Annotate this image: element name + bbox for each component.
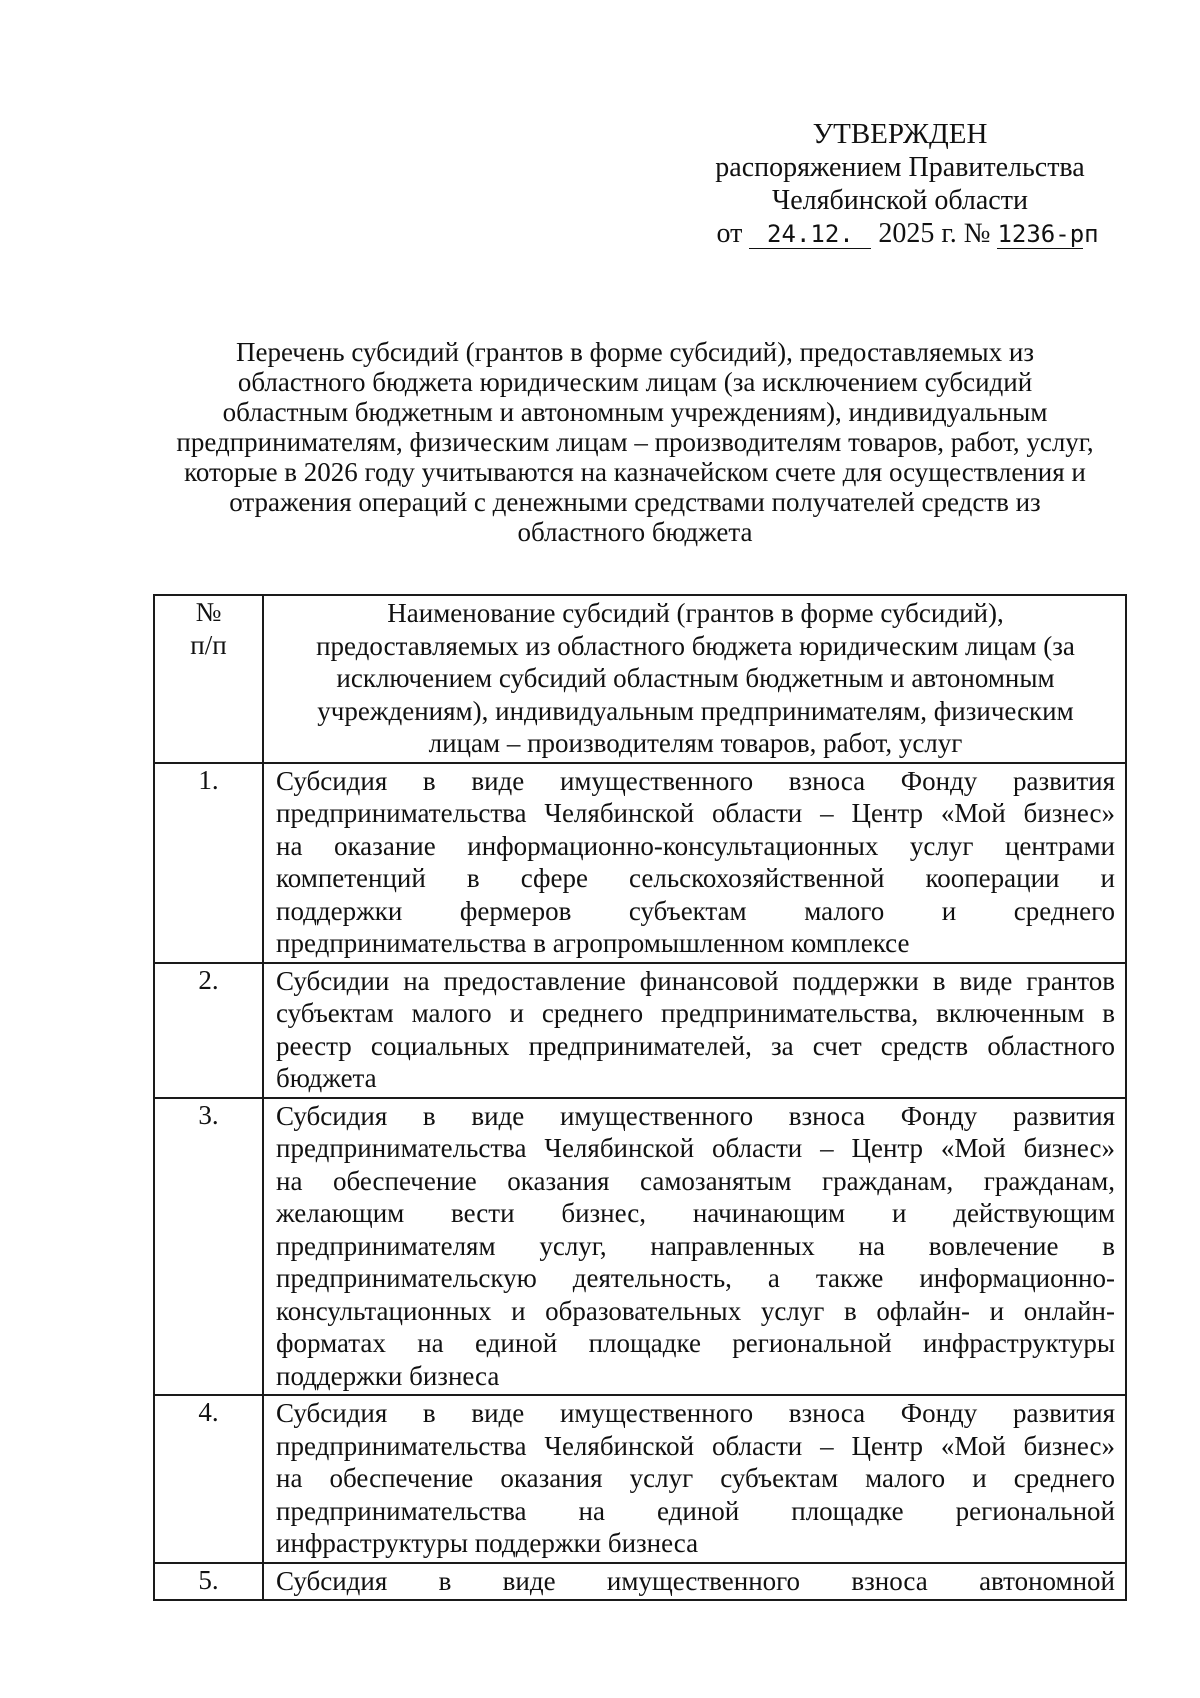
table-row <box>154 763 1126 963</box>
title-line: областного бюджета юридическим лицам (за исключением субсидий <box>237 367 1033 397</box>
approval-stamp <box>700 118 1100 250</box>
header-name-line: предоставляемых из областного бюджета юридическим лицам (за <box>316 630 1075 661</box>
table-row <box>154 1395 1126 1563</box>
row-text-word: автономной <box>979 1565 1115 1596</box>
row-text <box>263 1395 1126 1563</box>
approval-number-value: 1236-рп <box>997 220 1099 248</box>
row-text-word: в <box>438 1565 452 1596</box>
row-text-line: поддержки бизнеса <box>276 1360 500 1391</box>
row-text-line: Субсидии на предоставление финансовой поддержки в виде грантов <box>276 965 1115 996</box>
row-text-line <box>276 1565 1115 1598</box>
approval-year-text: 2025 г. № <box>878 218 991 249</box>
table-header-row <box>154 595 1126 763</box>
row-text-word: взноса <box>851 1565 928 1596</box>
row-text <box>263 763 1126 963</box>
row-text-line: компетенций в сфере сельскохозяйственной кооперации и <box>276 863 1115 893</box>
header-name-line: Наименование субсидий (грантов в форме субсидий), <box>387 598 1004 628</box>
approval-line-1: распоряжением Правительства <box>715 152 1085 183</box>
row-text <box>263 1563 1126 1601</box>
approval-line-2: Челябинской области <box>772 185 1028 216</box>
subsidies-table <box>153 594 1127 1601</box>
row-text-line: Субсидия в виде имущественного взноса Фонду развития <box>276 765 1115 796</box>
title-line: областным бюджетным и автономным учреждениям), индивидуальным <box>222 397 1048 427</box>
row-text-line: предпринимательства в агропромышленном комплексе <box>276 928 910 958</box>
row-text <box>263 963 1126 1098</box>
row-text-line: поддержки фермеров субъектам малого и среднего <box>276 895 1115 926</box>
header-number-cell <box>154 595 263 763</box>
row-text-line: предпринимательства Челябинской области – Центр «Мой бизнес» <box>276 1133 1115 1163</box>
row-text-line: предпринимательства на единой площадке региональной <box>276 1495 1115 1526</box>
approval-heading: УТВЕРЖДЕН <box>812 118 988 150</box>
header-name-cell <box>263 595 1126 763</box>
header-name-line: лицам – производителям товаров, работ, услуг <box>428 728 963 758</box>
approval-date-prefix: от <box>716 218 743 249</box>
header-name-line: учреждениям), индивидуальным предпринимателям, физическим <box>317 695 1074 726</box>
approval-date-value: 24.12. <box>749 220 871 249</box>
approval-date-line <box>700 217 1100 250</box>
row-text-line: Субсидия в виде имущественного взноса Фонду развития <box>276 1100 1115 1131</box>
row-text-line: консультационных и образовательных услуг в офлайн- и онлайн- <box>276 1295 1115 1326</box>
row-text-line: бюджета <box>276 1063 377 1093</box>
row-number: 3. <box>154 1098 263 1396</box>
document-title <box>150 337 1120 547</box>
table-row <box>154 1563 1126 1601</box>
row-text-word: виде <box>502 1565 556 1596</box>
row-text-line: на обеспечение оказания услуг субъектам малого и среднего <box>276 1463 1115 1493</box>
title-line: предпринимателям, физическим лицам – производителям товаров, работ, услуг, <box>176 427 1094 457</box>
row-text-line: предпринимательства Челябинской области – Центр «Мой бизнес» <box>276 1430 1115 1461</box>
title-line: областного бюджета <box>517 517 753 547</box>
row-text-line: форматах на единой площадке региональной инфраструктуры <box>276 1328 1115 1358</box>
row-text-line: желающим вести бизнес, начинающим и действующим <box>276 1198 1115 1228</box>
row-text-line: реестр социальных предпринимателей, за счет средств областного <box>276 1030 1115 1061</box>
row-text-line: на оказание информационно-консультационных услуг центрами <box>276 830 1115 861</box>
row-text-line: Субсидия в виде имущественного взноса Фонду развития <box>276 1398 1115 1428</box>
title-line: которые в 2026 году учитываются на казначейском счете для осуществления и <box>184 457 1086 487</box>
table-row <box>154 963 1126 1098</box>
row-text-line: на обеспечение оказания самозанятым гражданам, гражданам, <box>276 1165 1115 1196</box>
title-line: Перечень субсидий (грантов в форме субсидий), предоставляемых из <box>235 337 1035 367</box>
table-row <box>154 1098 1126 1396</box>
row-number: 2. <box>154 963 263 1098</box>
row-text <box>263 1098 1126 1396</box>
row-text-line: инфраструктуры поддержки бизнеса <box>276 1528 699 1558</box>
title-line: отражения операций с денежными средствами получателей средств из <box>229 487 1041 517</box>
row-number: 5. <box>154 1563 263 1601</box>
header-name-line: исключением субсидий областным бюджетным и автономным <box>336 663 1055 693</box>
row-number: 1. <box>154 763 263 963</box>
header-number-line: п/п <box>190 629 227 660</box>
row-text-word: имущественного <box>606 1565 801 1596</box>
row-text-line: предпринимательскую деятельность, а также информационно- <box>276 1263 1115 1293</box>
row-text-line: предпринимателям услуг, направленных на вовлечение в <box>276 1230 1115 1261</box>
row-number: 4. <box>154 1395 263 1563</box>
row-text-word: Субсидия <box>276 1565 388 1596</box>
header-number-line: № <box>195 597 222 627</box>
row-text-line: предпринимательства Челябинской области – Центр «Мой бизнес» <box>276 798 1115 828</box>
row-text-line: субъектам малого и среднего предпринимательства, включенным в <box>276 998 1115 1028</box>
